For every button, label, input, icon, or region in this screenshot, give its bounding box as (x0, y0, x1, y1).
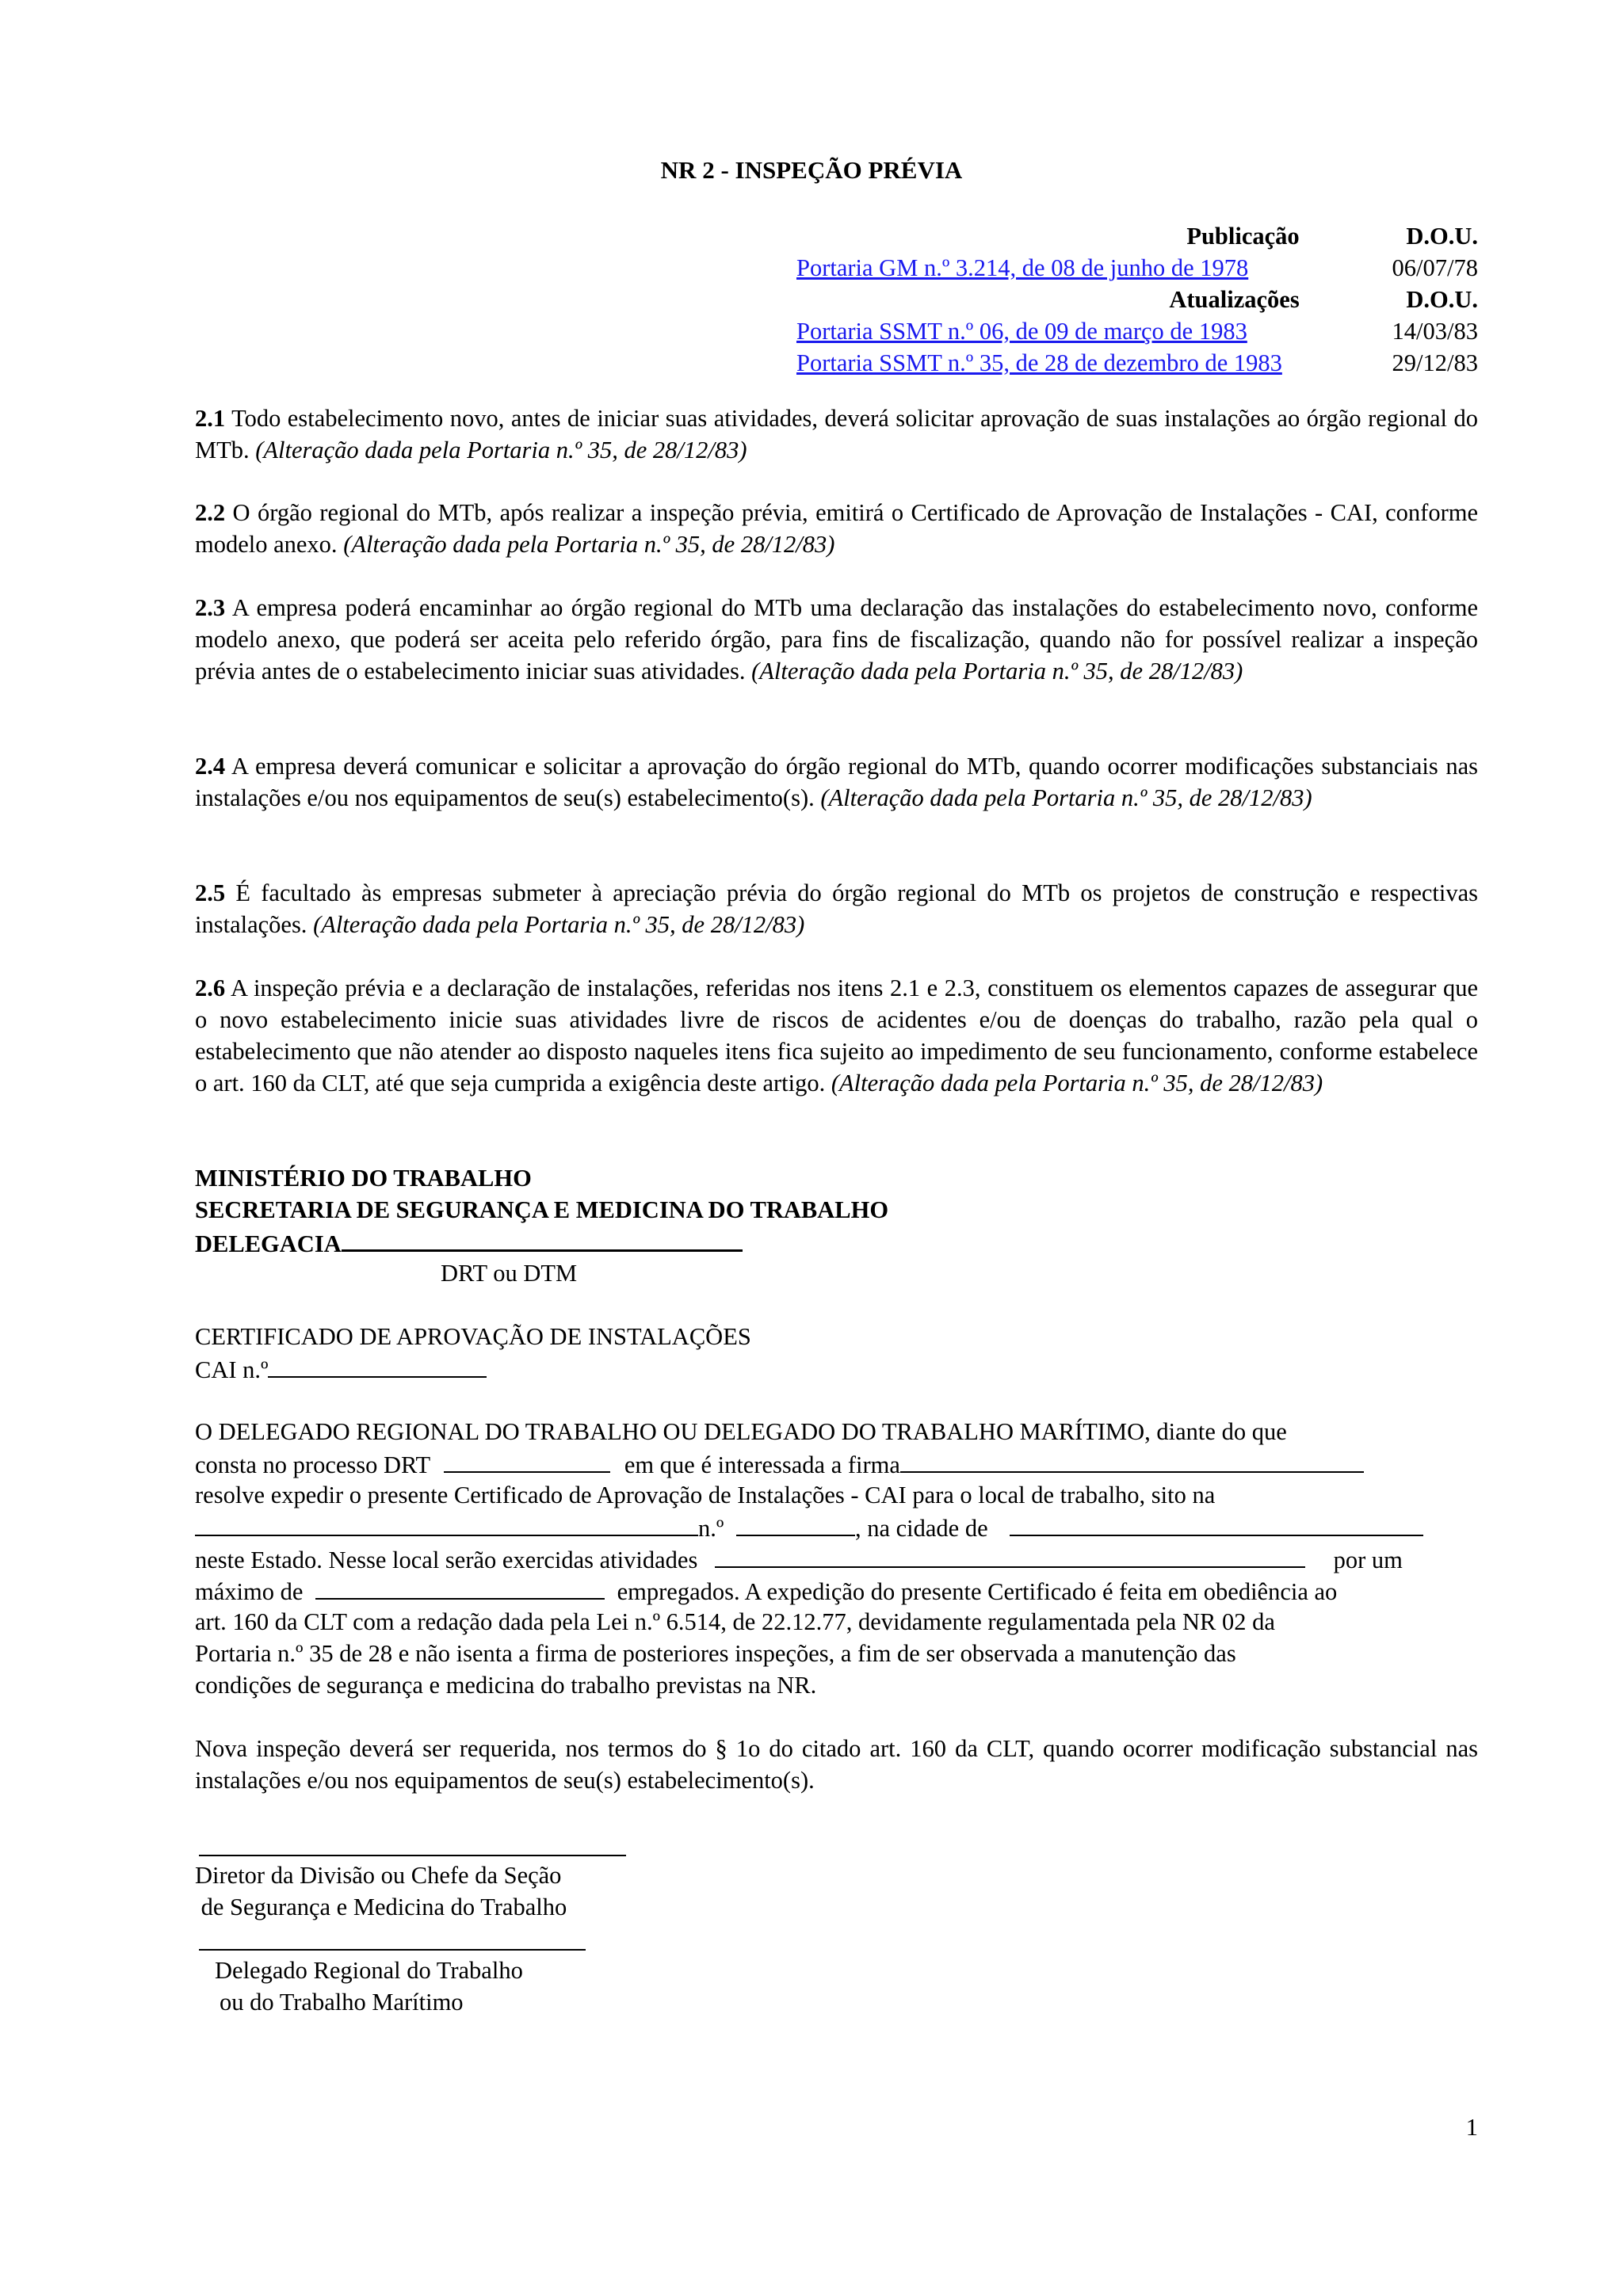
drt-process-blank (444, 1447, 610, 1473)
firm-blank (900, 1447, 1364, 1473)
dou-header-2: D.O.U. (1406, 286, 1478, 313)
signature-line-1 (199, 1855, 626, 1856)
body-line: máximo de empregados. A expedição do presente Certificado é feita em obediência ao (195, 1574, 1478, 1606)
item-text: Todo estabelecimento novo, antes de iniciar suas atividades, deverá solicitar aprovação de suas instalações ao órgão regional do MTb. (195, 405, 1478, 463)
item-note: (Alteração dada pela Portaria n.º 35, de 28/12/83) (343, 531, 835, 558)
page-title: NR 2 - INSPEÇÃO PRÉVIA (660, 156, 963, 184)
secretary-title: SECRETARIA DE SEGURANÇA E MEDICINA DO TRABALHO (195, 1196, 889, 1223)
body-line: O DELEGADO REGIONAL DO TRABALHO OU DELEGADO DO TRABALHO MARÍTIMO, diante do que (195, 1418, 1287, 1445)
signature-1-subtitle: de Segurança e Medicina do Trabalho (195, 1894, 567, 1920)
item-number: 2.5 (195, 879, 226, 906)
body-line: resolve expedir o presente Certificado de Aprovação de Instalações - CAI para o local de trabalho, sito na (195, 1482, 1216, 1508)
delegacia-line (195, 1226, 1478, 1257)
item-text: A empresa poderá encaminhar ao órgão regional do MTb uma declaração das instalações do estabelecimento novo, conforme modelo anexo, que poderá ser aceita pelo referido órgão, para fins de fiscalização, quando não for possível realizar a inspeção prévia antes de o estabelecimento iniciar suas atividades. (195, 594, 1478, 685)
item-note: (Alteração dada pela Portaria n.º 35, de 28/12/83) (831, 1070, 1323, 1097)
item-number: 2.6 (195, 974, 226, 1001)
drt-caption: DRT ou DTM (441, 1260, 578, 1287)
cai-blank (268, 1352, 487, 1378)
item-2-2 (195, 497, 1478, 560)
number-blank (736, 1511, 855, 1536)
signature-line-2 (199, 1949, 586, 1951)
new-inspection-paragraph: Nova inspeção deverá ser requerida, nos termos do § 1o do citado art. 160 da CLT, quando ocorrer modificação substancial nas instalações e/ou nos equipamentos de seu(s) estabelecimento(s). (195, 1735, 1478, 1794)
body-line: neste Estado. Nesse local serão exercidas atividades por um (195, 1543, 1478, 1574)
publication-header: Publicação (1186, 223, 1300, 250)
publication-table (796, 220, 1478, 379)
signature-1-title: Diretor da Divisão ou Chefe da Seção (195, 1862, 562, 1889)
item-number: 2.1 (195, 405, 226, 432)
update-date: 14/03/83 (1392, 318, 1478, 345)
ministry-title: MINISTÉRIO DO TRABALHO (195, 1165, 532, 1192)
page-number: 1 (1465, 2114, 1478, 2141)
updates-header: Atualizações (1169, 286, 1300, 313)
item-2-6 (195, 972, 1478, 1099)
publication-link[interactable]: Portaria GM n.º 3.214, de 08 de junho de 1978 (796, 254, 1249, 281)
item-number: 2.3 (195, 594, 226, 621)
certificate-title: CERTIFICADO DE APROVAÇÃO DE INSTALAÇÕES (195, 1323, 751, 1350)
signature-2-title: Delegado Regional do Trabalho (215, 1957, 523, 1984)
cai-line (195, 1352, 1478, 1384)
delegacia-label: DELEGACIA (195, 1230, 342, 1257)
activities-blank (715, 1543, 1305, 1568)
publication-date: 06/07/78 (1392, 254, 1478, 281)
signature-2-subtitle: ou do Trabalho Marítimo (220, 1989, 464, 2016)
address-blank (195, 1511, 698, 1536)
signature-block-2 (215, 1955, 1498, 2018)
update-link[interactable]: Portaria SSMT n.º 35, de 28 de dezembro de 1983 (796, 349, 1282, 376)
item-text: É facultado às empresas submeter à apreciação prévia do órgão regional do MTb os projetos de construção e respectivas instalações. (195, 879, 1478, 938)
item-note: (Alteração dada pela Portaria n.º 35, de 28/12/83) (313, 911, 805, 938)
dou-header: D.O.U. (1406, 223, 1478, 250)
item-text: A inspeção prévia e a declaração de instalações, referidas nos itens 2.1 e 2.3, constituem os elementos capazes de assegurar que o novo estabelecimento inicie suas atividades livre de riscos de acidentes e/ou de doenças do trabalho, razão pela qual o estabelecimento que não atender ao disposto naqueles itens fica sujeito ao impedimento de seu funcionamento, conforme estabelece o art. 160 da CLT, até que seja cumprida a exigência deste artigo. (195, 974, 1478, 1097)
item-note: (Alteração dada pela Portaria n.º 35, de 28/12/83) (751, 658, 1243, 685)
item-note: (Alteração dada pela Portaria n.º 35, de 28/12/83) (820, 784, 1312, 811)
item-2-3 (195, 592, 1478, 687)
item-2-4 (195, 750, 1478, 814)
item-text: A empresa deverá comunicar e solicitar a aprovação do órgão regional do MTb, quando ocorrer modificações substanciais nas instalações e/ou nos equipamentos de seu(s) estabelecimento(s). (195, 753, 1478, 811)
body-line: Portaria n.º 35 de 28 e não isenta a firma de posteriores inspeções, a fim de ser observada a manutenção das (195, 1640, 1236, 1667)
body-line: art. 160 da CLT com a redação dada pela Lei n.º 6.514, de 22.12.77, devidamente regulamentada pela NR 02 da (195, 1608, 1275, 1635)
certificate-body (195, 1416, 1478, 1701)
item-number: 2.4 (195, 753, 226, 780)
item-number: 2.2 (195, 499, 226, 526)
item-2-5 (195, 877, 1478, 940)
signature-block-1 (195, 1859, 1478, 1923)
update-date: 29/12/83 (1392, 349, 1478, 376)
form-header (195, 1162, 1478, 1289)
delegacia-blank (342, 1226, 743, 1252)
item-2-1 (195, 402, 1478, 466)
body-line: condições de segurança e medicina do trabalho previstas na NR. (195, 1672, 817, 1699)
city-blank (1010, 1511, 1423, 1536)
update-link[interactable]: Portaria SSMT n.º 06, de 09 de março de 1983 (796, 318, 1247, 345)
employees-blank (315, 1574, 605, 1600)
item-note: (Alteração dada pela Portaria n.º 35, de 28/12/83) (255, 437, 747, 463)
certificate-heading (195, 1321, 1478, 1384)
body-line: consta no processo DRT em que é interessada a firma (195, 1447, 1478, 1479)
item-text: O órgão regional do MTb, após realizar a inspeção prévia, emitirá o Certificado de Aprovação de Instalações - CAI, conforme modelo anexo. (195, 499, 1478, 558)
cai-label: CAI n.º (195, 1356, 269, 1383)
body-line: n.º , na cidade de (195, 1511, 1478, 1543)
